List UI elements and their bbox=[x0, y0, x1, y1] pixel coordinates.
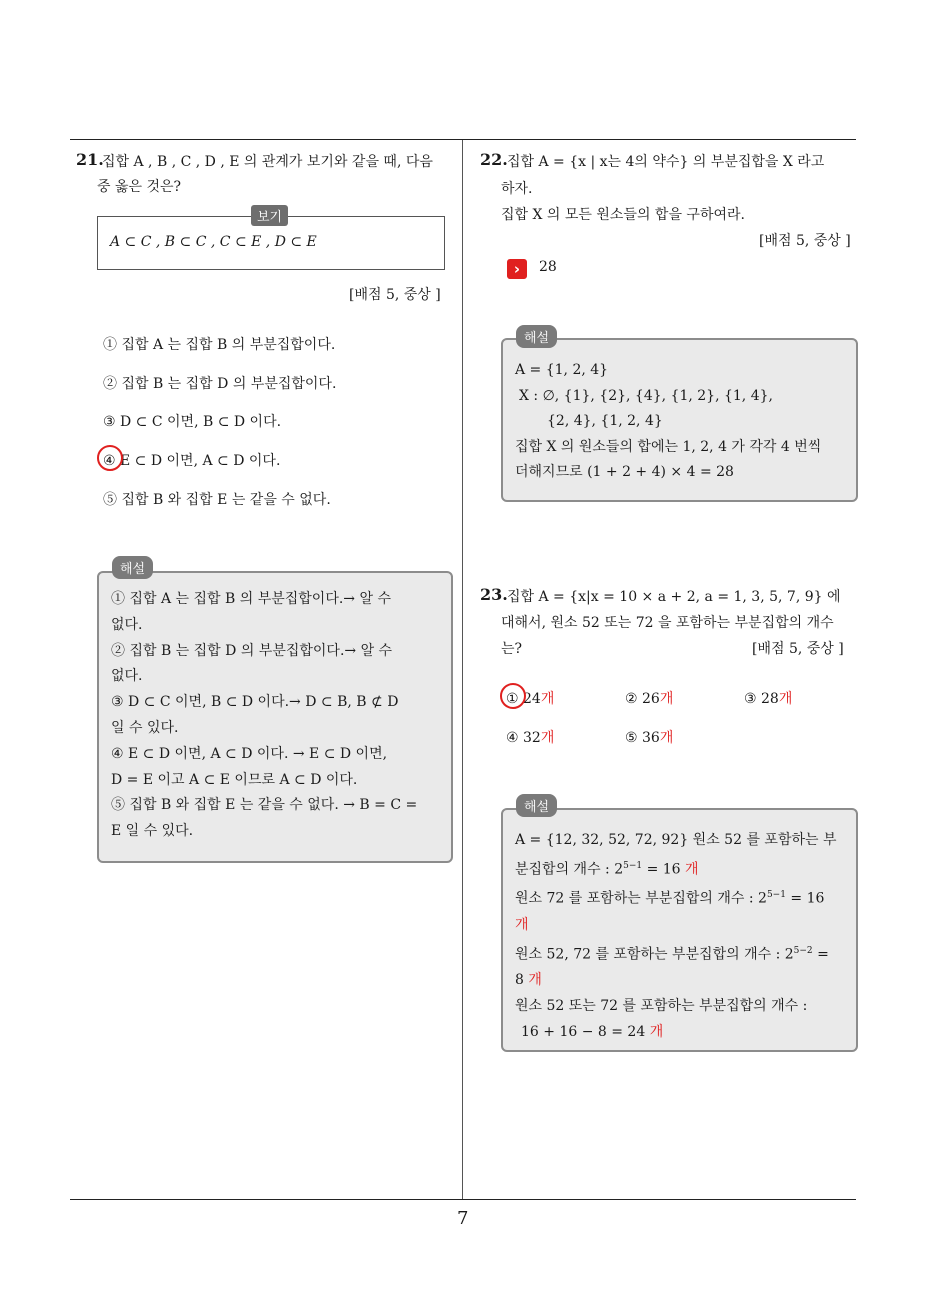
solution-line: 분집합의 개수 : $2^{5-1} = 16$ 개 bbox=[515, 860, 699, 878]
answer-mark-circle bbox=[500, 683, 526, 709]
answer-value: 28 bbox=[539, 259, 557, 275]
bottom-rule bbox=[70, 1199, 856, 1200]
choice-mark: ③ bbox=[744, 691, 757, 707]
choice-mark: ② bbox=[625, 691, 638, 707]
solution-line: ④ E ⊂ D 이면, A ⊂ D 이다. → E ⊂ D 이면, bbox=[111, 745, 388, 762]
solution-line: ⑤ 집합 B 와 집합 E 는 같을 수 없다. → B = C = bbox=[111, 797, 418, 814]
question-stem: 는? bbox=[501, 641, 523, 657]
question-stem: 집합 A , B , C , D , E 의 관계가 보기와 같을 때, 다음 bbox=[102, 154, 433, 170]
choice-4[interactable]: ④ E ⊂ D 이면, A ⊂ D 이다. bbox=[103, 453, 281, 469]
choice-value: 28 bbox=[761, 691, 779, 707]
unit: 개 bbox=[659, 691, 674, 707]
solution-line: A = {12, 32, 52, 72, 92} 원소 52 를 포함하는 부 bbox=[515, 832, 837, 848]
choice-4[interactable] bbox=[506, 727, 554, 747]
question-stem: 집합 A = {x|x = 10 × a + 2, a = 1, 3, 5, 7, 9} 에 bbox=[507, 589, 841, 605]
solution-panel bbox=[97, 571, 453, 863]
solution-label: 해설 bbox=[112, 556, 153, 579]
choice-3[interactable] bbox=[744, 688, 792, 708]
solution-panel bbox=[501, 338, 858, 502]
points: [배점 5, 중상 ] bbox=[759, 233, 851, 249]
column-divider bbox=[462, 140, 463, 1200]
points: [배점 5, 중상 ] bbox=[752, 641, 844, 657]
solution-line: 16 + 16 − 8 = 24 개 bbox=[521, 1023, 664, 1040]
question-stem: 집합 X 의 모든 원소들의 합을 구하여라. bbox=[501, 207, 745, 223]
solution-line: 더해지므로 (1 + 2 + 4) × 4 = 28 bbox=[515, 464, 734, 480]
choice-5[interactable]: ⑤ 집합 B 와 집합 E 는 같을 수 없다. bbox=[103, 492, 331, 508]
solution-label: 해설 bbox=[516, 325, 557, 348]
solution-line: E 일 수 있다. bbox=[111, 823, 194, 840]
example-content: A ⊂ C , B ⊂ C , C ⊂ E , D ⊂ E bbox=[110, 234, 317, 250]
question-stem: 하자. bbox=[501, 181, 533, 197]
choice-mark: ④ bbox=[506, 730, 519, 746]
solution-line: 일 수 있다. bbox=[111, 719, 179, 736]
solution-line: 원소 52, 72 를 포함하는 부분집합의 개수 : $2^{5-2}$ = bbox=[515, 945, 829, 963]
solution-label: 해설 bbox=[516, 794, 557, 817]
choice-mark: ⑤ bbox=[625, 730, 638, 746]
unit: 개 bbox=[659, 730, 674, 746]
choice-2[interactable]: ② 집합 B 는 집합 D 의 부분집합이다. bbox=[103, 376, 337, 392]
choice-value: 36 bbox=[642, 730, 660, 746]
question-stem: 대해서, 원소 52 또는 72 을 포함하는 부분집합의 개수 bbox=[501, 615, 834, 631]
page-number: 7 bbox=[457, 1208, 469, 1229]
example-label: 보기 bbox=[251, 205, 288, 226]
choice-value: 24 bbox=[523, 691, 541, 707]
unit: 개 bbox=[778, 691, 793, 707]
question-number: 21. bbox=[76, 150, 104, 169]
choice-value: 32 bbox=[523, 730, 541, 746]
solution-line: 없다. bbox=[111, 668, 143, 685]
solution-line: X : ∅, {1}, {2}, {4}, {1, 2}, {1, 4}, bbox=[519, 387, 773, 404]
solution-line: ③ D ⊂ C 이면, B ⊂ D 이다.→ D ⊂ B, B ⊄ D bbox=[111, 694, 399, 711]
question-stem: 중 옳은 것은? bbox=[97, 179, 182, 195]
solution-line: 개 bbox=[515, 916, 529, 933]
choice-5[interactable] bbox=[625, 727, 673, 747]
question-number: 22. bbox=[480, 150, 508, 169]
solution-line: {2, 4}, {1, 2, 4} bbox=[547, 413, 663, 429]
solution-line: 없다. bbox=[111, 616, 143, 633]
answer-mark-circle bbox=[97, 445, 123, 471]
solution-panel bbox=[501, 808, 858, 1052]
choice-mark: ① bbox=[506, 691, 519, 707]
solution-line: 원소 72 를 포함하는 부분집합의 개수 : $2^{5-1} = 16$ bbox=[515, 890, 825, 907]
unit: 개 bbox=[540, 730, 555, 746]
choice-1[interactable]: ① 집합 A 는 집합 B 의 부분집합이다. bbox=[103, 337, 336, 353]
answer-arrow-icon: › bbox=[507, 259, 527, 279]
choice-3[interactable]: ③ D ⊂ C 이면, B ⊂ D 이다. bbox=[103, 414, 282, 430]
top-rule bbox=[70, 139, 856, 140]
solution-line: D = E 이고 A ⊂ E 이므로 A ⊂ D 이다. bbox=[111, 771, 358, 788]
solution-line: ② 집합 B 는 집합 D 의 부분집합이다.→ 알 수 bbox=[111, 642, 393, 659]
question-number: 23. bbox=[480, 585, 508, 604]
solution-line: A = {1, 2, 4} bbox=[515, 362, 609, 378]
points: [배점 5, 중상 ] bbox=[349, 287, 441, 303]
unit: 개 bbox=[540, 691, 555, 707]
solution-line: 원소 52 또는 72 를 포함하는 부분집합의 개수 : bbox=[515, 997, 808, 1014]
solution-line: ① 집합 A 는 집합 B 의 부분집합이다.→ 알 수 bbox=[111, 591, 391, 607]
question-stem: 집합 A = {x | x는 4의 약수} 의 부분집합을 X 라고 bbox=[507, 154, 825, 170]
choice-value: 26 bbox=[642, 691, 660, 707]
solution-line: 8 개 bbox=[515, 971, 542, 988]
choice-2[interactable] bbox=[625, 688, 673, 708]
solution-line: 집합 X 의 원소들의 합에는 1, 2, 4 가 각각 4 번씩 bbox=[515, 438, 822, 455]
